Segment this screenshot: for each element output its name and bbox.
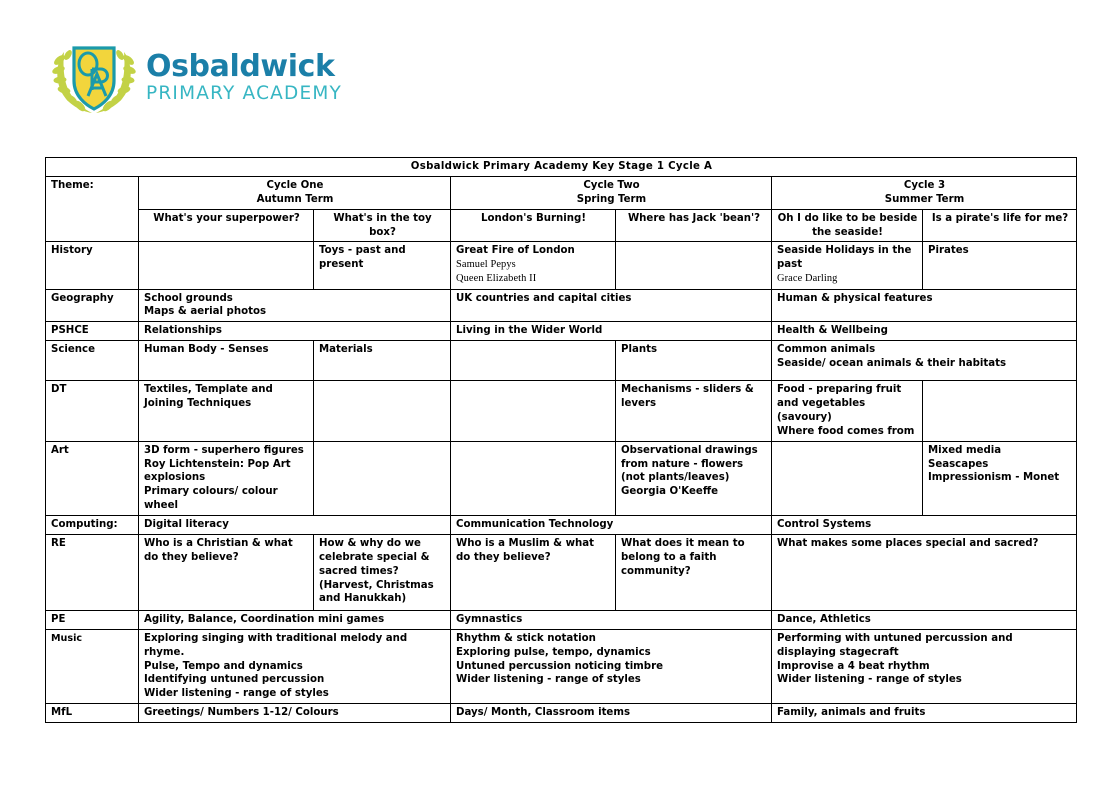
subject-label-music: Music bbox=[46, 629, 139, 703]
cell-line: Roy Lichtenstein: Pop Art explosions bbox=[144, 458, 291, 484]
cell-line: Human & physical features bbox=[777, 292, 933, 304]
cell-pshce-1 bbox=[139, 322, 451, 341]
table-row bbox=[46, 629, 1077, 703]
cell-line: Wider listening - range of styles bbox=[456, 674, 641, 686]
cell-subline: Grace Darling bbox=[777, 273, 838, 285]
cell-line: Rhythm & stick notation bbox=[456, 632, 596, 644]
cell-computing-3 bbox=[772, 516, 1077, 535]
cycle-two-name: Cycle Two bbox=[583, 179, 640, 191]
cell-line: Common animals bbox=[777, 344, 876, 356]
cell-science-2 bbox=[314, 341, 451, 381]
cell-history-3 bbox=[451, 242, 616, 289]
subject-label-geography: Geography bbox=[46, 289, 139, 322]
cycle-two-term: Spring Term bbox=[576, 193, 647, 205]
subject-label-history: History bbox=[46, 242, 139, 289]
cell-line: Pulse, Tempo and dynamics bbox=[144, 660, 303, 672]
cell-line: Pirates bbox=[928, 245, 969, 257]
cell-line: Seaside Holidays in the past bbox=[777, 245, 912, 271]
cell-line: 3D form - superhero figures bbox=[144, 444, 304, 456]
cell-line: Relationships bbox=[144, 325, 222, 337]
topic-header-4: Where has Jack 'bean'? bbox=[616, 209, 772, 242]
curriculum-map-table bbox=[45, 157, 1077, 723]
subject-label-mfl: MfL bbox=[46, 704, 139, 723]
cell-line: Family, animals and fruits bbox=[777, 707, 926, 719]
topic-header-6: Is a pirate's life for me? bbox=[923, 209, 1077, 242]
subject-label-re: RE bbox=[46, 534, 139, 610]
cell-history-4 bbox=[616, 242, 772, 289]
cell-dt-3 bbox=[451, 381, 616, 442]
cell-art-6 bbox=[923, 441, 1077, 515]
cell-history-2 bbox=[314, 242, 451, 289]
cell-line: Wider listening - range of styles bbox=[777, 674, 962, 686]
topic-header-row bbox=[46, 209, 1077, 242]
topic-header-3: London's Burning! bbox=[451, 209, 616, 242]
cell-line: Exploring pulse, tempo, dynamics bbox=[456, 646, 651, 658]
table-row bbox=[46, 322, 1077, 341]
cell-line: Dance, Athletics bbox=[777, 613, 871, 625]
cell-science-5 bbox=[772, 341, 1077, 381]
cell-line: Identifying untuned percussion bbox=[144, 674, 325, 686]
cell-science-1 bbox=[139, 341, 314, 381]
topic-header-5: Oh I do like to be beside the seaside! bbox=[772, 209, 923, 242]
cell-art-3 bbox=[451, 441, 616, 515]
cell-line: Digital literacy bbox=[144, 519, 229, 531]
logo-school-name: Osbaldwick bbox=[146, 49, 335, 85]
cell-line: School grounds bbox=[144, 292, 233, 304]
table-row bbox=[46, 534, 1077, 610]
subject-label-computing: Computing: bbox=[46, 516, 139, 535]
cell-line: Days/ Month, Classroom items bbox=[456, 707, 631, 719]
cell-history-1 bbox=[139, 242, 314, 289]
cell-art-2 bbox=[314, 441, 451, 515]
cell-computing-1 bbox=[139, 516, 451, 535]
cell-re-4 bbox=[616, 534, 772, 610]
cell-music-1 bbox=[139, 629, 451, 703]
cell-line: Observational drawings from nature - flowers (not plants/leaves) bbox=[621, 444, 758, 484]
table-row bbox=[46, 289, 1077, 322]
subject-label-pe: PE bbox=[46, 610, 139, 629]
cell-music-2 bbox=[451, 629, 772, 703]
cell-re-2 bbox=[314, 534, 451, 610]
cell-art-5 bbox=[772, 441, 923, 515]
cell-history-5 bbox=[772, 242, 923, 289]
cycle-three-name: Cycle 3 bbox=[903, 179, 946, 191]
cell-re-5 bbox=[772, 534, 1077, 610]
cell-line: Georgia O'Keeffe bbox=[621, 486, 718, 498]
cell-line: Wider listening - range of styles bbox=[144, 688, 329, 700]
cell-line: What makes some places special and sacred? bbox=[777, 537, 1039, 549]
cell-line: Who is a Christian & what do they believe? bbox=[144, 537, 293, 563]
cell-line: Performing with untuned percussion and displaying stagecraft bbox=[777, 632, 1013, 658]
cell-line: Gymnastics bbox=[456, 613, 523, 625]
logo-school-subtitle: PRIMARY ACADEMY bbox=[146, 83, 343, 105]
cell-dt-5 bbox=[772, 381, 923, 442]
cell-line: Where food comes from bbox=[777, 425, 915, 437]
cell-line: Communication Technology bbox=[456, 519, 614, 531]
table-row bbox=[46, 704, 1077, 723]
cell-dt-2 bbox=[314, 381, 451, 442]
theme-label: Theme: bbox=[46, 176, 139, 242]
cell-geography-2 bbox=[451, 289, 772, 322]
cell-line: Seaside/ ocean animals & their habitats bbox=[777, 358, 1007, 370]
cell-line: How & why do we celebrate special & sacred times? (Harvest, Christmas and Hanukkah) bbox=[319, 537, 434, 605]
table-title-row bbox=[46, 158, 1077, 177]
school-logo bbox=[50, 38, 342, 118]
cell-pe-1 bbox=[139, 610, 451, 629]
table-row bbox=[46, 381, 1077, 442]
cell-computing-2 bbox=[451, 516, 772, 535]
cell-mfl-1 bbox=[139, 704, 451, 723]
cell-pe-2 bbox=[451, 610, 772, 629]
cell-dt-6 bbox=[923, 381, 1077, 442]
cell-line: Food - preparing fruit and vegetables (savoury) bbox=[777, 384, 902, 423]
cell-line: Impressionism - Monet bbox=[928, 472, 1060, 484]
cell-re-3 bbox=[451, 534, 616, 610]
cell-mfl-3 bbox=[772, 704, 1077, 723]
table-title: Osbaldwick Primary Academy Key Stage 1 Cycle A bbox=[46, 158, 1077, 177]
table-row bbox=[46, 341, 1077, 381]
cell-line: Improvise a 4 beat rhythm bbox=[777, 660, 930, 672]
table-row bbox=[46, 610, 1077, 629]
cell-line: Control Systems bbox=[777, 519, 872, 531]
cell-line: Untuned percussion noticing timbre bbox=[456, 660, 664, 672]
table-row bbox=[46, 242, 1077, 289]
cell-line: Primary colours/ colour wheel bbox=[144, 486, 278, 512]
cell-subline: Samuel Pepys bbox=[456, 259, 516, 271]
cycle-two-header bbox=[451, 176, 772, 209]
cell-history-6 bbox=[923, 242, 1077, 289]
cell-geography-1 bbox=[139, 289, 451, 322]
cycle-three-term: Summer Term bbox=[884, 193, 965, 205]
cell-line: UK countries and capital cities bbox=[456, 292, 632, 304]
cell-subline: Queen Elizabeth II bbox=[456, 273, 537, 285]
cell-line: Health & Wellbeing bbox=[777, 325, 888, 337]
cell-dt-1 bbox=[139, 381, 314, 442]
cell-music-3 bbox=[772, 629, 1077, 703]
cell-line: Living in the Wider World bbox=[456, 325, 603, 337]
cell-mfl-2 bbox=[451, 704, 772, 723]
cell-science-4 bbox=[616, 341, 772, 381]
logo-wordmark bbox=[146, 49, 343, 105]
cell-dt-4 bbox=[616, 381, 772, 442]
subject-label-dt: DT bbox=[46, 381, 139, 442]
cycle-three-header bbox=[772, 176, 1077, 209]
cell-geography-3 bbox=[772, 289, 1077, 322]
cell-line: Plants bbox=[621, 344, 658, 356]
cell-line: Great Fire of London bbox=[456, 245, 575, 257]
crest-icon bbox=[50, 38, 138, 118]
cycle-one-name: Cycle One bbox=[266, 179, 324, 191]
cycle-header-row bbox=[46, 176, 1077, 209]
subject-label-art: Art bbox=[46, 441, 139, 515]
cell-pshce-3 bbox=[772, 322, 1077, 341]
table-row bbox=[46, 441, 1077, 515]
cell-science-3 bbox=[451, 341, 616, 381]
cell-line: Mixed media bbox=[928, 444, 1002, 456]
cell-line: Agility, Balance, Coordination mini games bbox=[144, 613, 385, 625]
cell-line: Exploring singing with traditional melody and rhyme. bbox=[144, 632, 408, 658]
cell-line: Mechanisms - sliders & levers bbox=[621, 384, 754, 410]
cell-re-1 bbox=[139, 534, 314, 610]
topic-header-2: What's in the toy box? bbox=[314, 209, 451, 242]
cycle-one-header bbox=[139, 176, 451, 209]
cell-line: Who is a Muslim & what do they believe? bbox=[456, 537, 594, 563]
cell-pe-3 bbox=[772, 610, 1077, 629]
cell-line: What does it mean to belong to a faith community? bbox=[621, 537, 745, 577]
cell-pshce-2 bbox=[451, 322, 772, 341]
subject-label-pshce: PSHCE bbox=[46, 322, 139, 341]
cell-line: Seascapes bbox=[928, 458, 989, 470]
cell-line: Greetings/ Numbers 1-12/ Colours bbox=[144, 707, 339, 719]
table-row bbox=[46, 516, 1077, 535]
cell-line: Maps & aerial photos bbox=[144, 306, 267, 318]
cell-art-4 bbox=[616, 441, 772, 515]
cell-line: Materials bbox=[319, 344, 373, 356]
subject-label-science: Science bbox=[46, 341, 139, 381]
cell-line: Human Body - Senses bbox=[144, 344, 269, 356]
cell-line: Toys - past and present bbox=[319, 245, 406, 271]
topic-header-1: What's your superpower? bbox=[139, 209, 314, 242]
cell-line: Textiles, Template and Joining Techniques bbox=[144, 384, 273, 410]
cell-art-1 bbox=[139, 441, 314, 515]
cycle-one-term: Autumn Term bbox=[256, 193, 334, 205]
